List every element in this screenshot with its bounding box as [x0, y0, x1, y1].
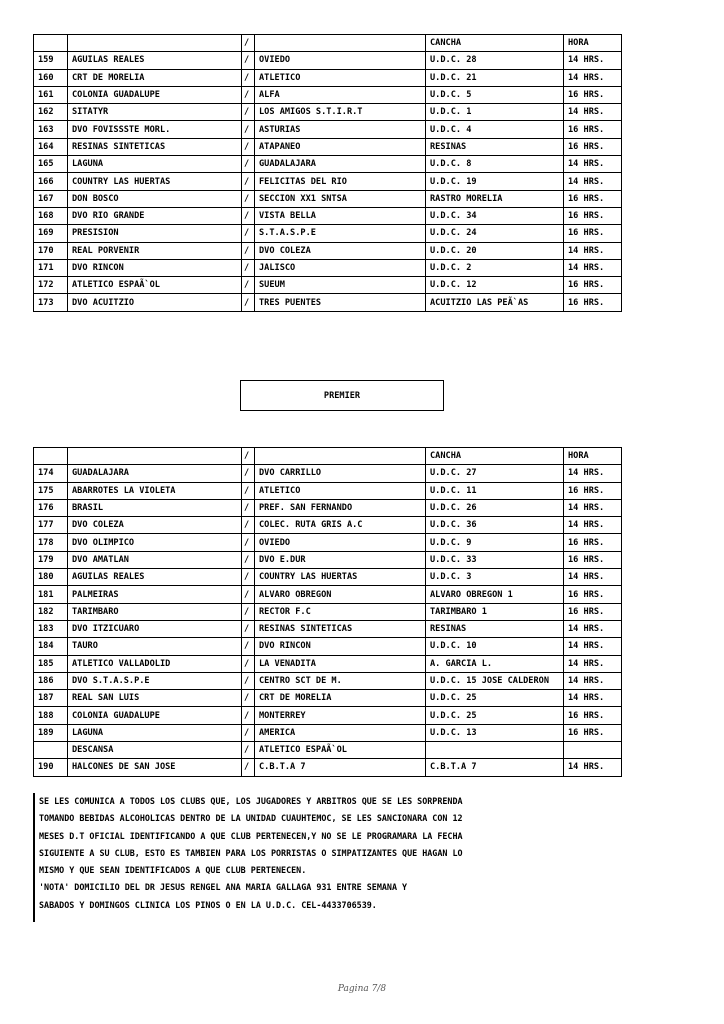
table-row	[34, 173, 622, 190]
match-number-cell: 184	[34, 638, 68, 655]
separator-cell: /	[242, 294, 255, 311]
field-cell	[426, 742, 564, 759]
time-cell	[564, 742, 622, 759]
home-team-cell: COLONIA GUADALUPE	[68, 707, 242, 724]
home-team-cell	[68, 35, 242, 52]
home-team-cell: PALMEIRAS	[68, 586, 242, 603]
home-team-cell: SITATYR	[68, 104, 242, 121]
table-row	[34, 534, 622, 551]
match-number-cell: 172	[34, 277, 68, 294]
match-number-cell: 190	[34, 759, 68, 776]
time-cell: 14 HRS.	[564, 672, 622, 689]
time-cell: 14 HRS.	[564, 638, 622, 655]
page-footer: Pagina 7/8	[337, 984, 387, 994]
match-number-cell: 188	[34, 707, 68, 724]
match-number-cell: 164	[34, 138, 68, 155]
table-row	[34, 156, 622, 173]
away-team-cell: DVO E.DUR	[255, 551, 426, 568]
field-cell: U.D.C. 34	[426, 207, 564, 224]
time-cell: 14 HRS.	[564, 259, 622, 276]
section-title-premier: PREMIER	[240, 380, 444, 411]
table-row	[34, 482, 622, 499]
table-row	[34, 294, 622, 311]
match-number-cell: 186	[34, 672, 68, 689]
notice-line: SABADOS Y DOMINGOS CLINICA LOS PINOS O EN LA U.D.C. CEL-4433706539.	[39, 899, 377, 910]
time-cell: 16 HRS.	[564, 225, 622, 242]
away-team-cell: ALFA	[255, 86, 426, 103]
table-row	[34, 86, 622, 103]
time-cell: 16 HRS.	[564, 207, 622, 224]
time-cell: 16 HRS.	[564, 724, 622, 741]
notice-line: TOMANDO BEBIDAS ALCOHOLICAS DENTRO DE LA UNIDAD CUAUHTEMOC, SE LES SANCIONARA CON 12	[39, 813, 463, 824]
time-cell: HORA	[564, 35, 622, 52]
separator-cell: /	[242, 569, 255, 586]
away-team-cell: OVIEDO	[255, 52, 426, 69]
away-team-cell: C.B.T.A 7	[255, 759, 426, 776]
field-cell: A. GARCIA L.	[426, 655, 564, 672]
table-row	[34, 672, 622, 689]
field-cell: U.D.C. 5	[426, 86, 564, 103]
match-number-cell	[34, 448, 68, 465]
table-row	[34, 638, 622, 655]
field-cell: U.D.C. 8	[426, 156, 564, 173]
table-row	[34, 551, 622, 568]
field-cell: CANCHA	[426, 35, 564, 52]
table-row	[34, 707, 622, 724]
field-cell: U.D.C. 24	[426, 225, 564, 242]
time-cell: 16 HRS.	[564, 277, 622, 294]
separator-cell: /	[242, 259, 255, 276]
time-cell: 16 HRS.	[564, 707, 622, 724]
match-number-cell: 174	[34, 465, 68, 482]
table-row	[34, 277, 622, 294]
table-row	[34, 517, 622, 534]
table-row	[34, 499, 622, 516]
field-cell: CANCHA	[426, 448, 564, 465]
separator-cell: /	[242, 225, 255, 242]
separator-cell: /	[242, 138, 255, 155]
home-team-cell: DVO COLEZA	[68, 517, 242, 534]
home-team-cell: DESCANSA	[68, 742, 242, 759]
away-team-cell: GUADALAJARA	[255, 156, 426, 173]
field-cell: RASTRO MORELIA	[426, 190, 564, 207]
time-cell: 16 HRS.	[564, 482, 622, 499]
home-team-cell: DVO RIO GRANDE	[68, 207, 242, 224]
match-number-cell: 162	[34, 104, 68, 121]
home-team-cell: DVO AMATLAN	[68, 551, 242, 568]
time-cell: 14 HRS.	[564, 759, 622, 776]
table-row	[34, 759, 622, 776]
match-number-cell: 177	[34, 517, 68, 534]
field-cell: U.D.C. 25	[426, 707, 564, 724]
time-cell: 14 HRS.	[564, 465, 622, 482]
match-number-cell: 161	[34, 86, 68, 103]
field-cell: U.D.C. 1	[426, 104, 564, 121]
away-team-cell: RECTOR F.C	[255, 603, 426, 620]
separator-cell: /	[242, 586, 255, 603]
home-team-cell: LAGUNA	[68, 156, 242, 173]
field-cell: U.D.C. 28	[426, 52, 564, 69]
away-team-cell: MONTERREY	[255, 707, 426, 724]
away-team-cell: SUEUM	[255, 277, 426, 294]
home-team-cell: AGUILAS REALES	[68, 569, 242, 586]
separator-cell: /	[242, 707, 255, 724]
separator-cell: /	[242, 277, 255, 294]
table-row	[34, 620, 622, 637]
home-team-cell: ABARROTES LA VIOLETA	[68, 482, 242, 499]
table-header-row	[34, 448, 622, 465]
separator-cell: /	[242, 534, 255, 551]
table-row	[34, 742, 622, 759]
notice-line: MESES D.T OFICIAL IDENTIFICANDO A QUE CLUB PERTENECEN,Y NO SE LE PROGRAMARA LA FECHA	[39, 830, 463, 841]
away-team-cell: DVO COLEZA	[255, 242, 426, 259]
time-cell: 14 HRS.	[564, 52, 622, 69]
table-row	[34, 724, 622, 741]
separator-cell: /	[242, 465, 255, 482]
away-team-cell: ALVARO OBREGON	[255, 586, 426, 603]
field-cell: U.D.C. 13	[426, 724, 564, 741]
field-cell: U.D.C. 15 JOSE CALDERON	[426, 672, 564, 689]
field-cell: U.D.C. 10	[426, 638, 564, 655]
time-cell: 16 HRS.	[564, 294, 622, 311]
notice-line: SE LES COMUNICA A TODOS LOS CLUBS QUE, LOS JUGADORES Y ARBITROS QUE SE LES SORPRENDA	[39, 796, 463, 806]
home-team-cell: DVO FOVISSSTE MORL.	[68, 121, 242, 138]
home-team-cell: RESINAS SINTETICAS	[68, 138, 242, 155]
separator-cell: /	[242, 499, 255, 516]
time-cell: 14 HRS.	[564, 690, 622, 707]
separator-cell: /	[242, 173, 255, 190]
home-team-cell: TARIMBARO	[68, 603, 242, 620]
home-team-cell: DVO S.T.A.S.P.E	[68, 672, 242, 689]
time-cell: 16 HRS.	[564, 190, 622, 207]
home-team-cell: AGUILAS REALES	[68, 52, 242, 69]
match-number-cell: 176	[34, 499, 68, 516]
time-cell: 14 HRS.	[564, 620, 622, 637]
away-team-cell: FELICITAS DEL RIO	[255, 173, 426, 190]
match-number-cell: 169	[34, 225, 68, 242]
away-team-cell: AMERICA	[255, 724, 426, 741]
separator-cell: /	[242, 759, 255, 776]
time-cell: 14 HRS.	[564, 517, 622, 534]
match-number-cell: 180	[34, 569, 68, 586]
home-team-cell: COLONIA GUADALUPE	[68, 86, 242, 103]
table-row	[34, 259, 622, 276]
table-row	[34, 655, 622, 672]
home-team-cell: DVO OLIMPICO	[68, 534, 242, 551]
field-cell: U.D.C. 12	[426, 277, 564, 294]
match-number-cell: 183	[34, 620, 68, 637]
away-team-cell: RESINAS SINTETICAS	[255, 620, 426, 637]
home-team-cell: REAL PORVENIR	[68, 242, 242, 259]
away-team-cell: CRT DE MORELIA	[255, 690, 426, 707]
table-row	[34, 465, 622, 482]
separator-cell: /	[242, 742, 255, 759]
separator-cell: /	[242, 448, 255, 465]
home-team-cell: GUADALAJARA	[68, 465, 242, 482]
home-team-cell: CRT DE MORELIA	[68, 69, 242, 86]
home-team-cell: DVO ACUITZIO	[68, 294, 242, 311]
separator-cell: /	[242, 551, 255, 568]
home-team-cell: DVO RINCON	[68, 259, 242, 276]
field-cell: U.D.C. 25	[426, 690, 564, 707]
table-row	[34, 52, 622, 69]
match-number-cell: 181	[34, 586, 68, 603]
match-number-cell: 166	[34, 173, 68, 190]
match-number-cell: 175	[34, 482, 68, 499]
match-number-cell: 179	[34, 551, 68, 568]
match-number-cell: 182	[34, 603, 68, 620]
home-team-cell: DVO ITZICUARO	[68, 620, 242, 637]
table-row	[34, 690, 622, 707]
table-row	[34, 207, 622, 224]
match-number-cell: 178	[34, 534, 68, 551]
table-row	[34, 242, 622, 259]
table-row	[34, 138, 622, 155]
field-cell: ACUITZIO LAS PEÃ`AS	[426, 294, 564, 311]
field-cell: U.D.C. 11	[426, 482, 564, 499]
away-team-cell: LA VENADITA	[255, 655, 426, 672]
time-cell: 14 HRS.	[564, 69, 622, 86]
away-team-cell: S.T.A.S.P.E	[255, 225, 426, 242]
away-team-cell: ATAPANEO	[255, 138, 426, 155]
time-cell: 16 HRS.	[564, 138, 622, 155]
field-cell: U.D.C. 4	[426, 121, 564, 138]
field-cell: U.D.C. 26	[426, 499, 564, 516]
notice-block	[33, 793, 559, 922]
time-cell: 16 HRS.	[564, 121, 622, 138]
away-team-cell: DVO RINCON	[255, 638, 426, 655]
field-cell: ALVARO OBREGON 1	[426, 586, 564, 603]
home-team-cell: TAURO	[68, 638, 242, 655]
home-team-cell: ATLETICO ESPAÃ`OL	[68, 277, 242, 294]
separator-cell: /	[242, 156, 255, 173]
match-number-cell: 159	[34, 52, 68, 69]
time-cell: 14 HRS.	[564, 173, 622, 190]
separator-cell: /	[242, 638, 255, 655]
separator-cell: /	[242, 190, 255, 207]
schedule-table-1-body	[34, 35, 622, 312]
away-team-cell: COLEC. RUTA GRIS A.C	[255, 517, 426, 534]
away-team-cell: PREF. SAN FERNANDO	[255, 499, 426, 516]
home-team-cell: COUNTRY LAS HUERTAS	[68, 173, 242, 190]
notice-line: 'NOTA' DOMICILIO DEL DR JESUS RENGEL ANA MARIA GALLAGA 931 ENTRE SEMANA Y	[39, 882, 408, 893]
match-number-cell: 165	[34, 156, 68, 173]
away-team-cell: COUNTRY LAS HUERTAS	[255, 569, 426, 586]
separator-cell: /	[242, 690, 255, 707]
field-cell: U.D.C. 9	[426, 534, 564, 551]
home-team-cell: BRASIL	[68, 499, 242, 516]
time-cell: 14 HRS.	[564, 499, 622, 516]
field-cell: U.D.C. 21	[426, 69, 564, 86]
separator-cell: /	[242, 672, 255, 689]
table-row	[34, 603, 622, 620]
away-team-cell: ASTURIAS	[255, 121, 426, 138]
separator-cell: /	[242, 482, 255, 499]
time-cell: 14 HRS.	[564, 242, 622, 259]
match-number-cell: 189	[34, 724, 68, 741]
home-team-cell: LAGUNA	[68, 724, 242, 741]
time-cell: HORA	[564, 448, 622, 465]
notice-line: MISMO Y QUE SEAN IDENTIFICADOS A QUE CLUB PERTENECEN.	[39, 865, 307, 876]
field-cell: U.D.C. 27	[426, 465, 564, 482]
field-cell: U.D.C. 3	[426, 569, 564, 586]
away-team-cell: VISTA BELLA	[255, 207, 426, 224]
field-cell: U.D.C. 33	[426, 551, 564, 568]
table-row	[34, 586, 622, 603]
match-number-cell: 185	[34, 655, 68, 672]
away-team-cell: ATLETICO	[255, 482, 426, 499]
home-team-cell: DON BOSCO	[68, 190, 242, 207]
field-cell: RESINAS	[426, 138, 564, 155]
match-number-cell: 187	[34, 690, 68, 707]
field-cell: TARIMBARO 1	[426, 603, 564, 620]
separator-cell: /	[242, 517, 255, 534]
field-cell: U.D.C. 20	[426, 242, 564, 259]
field-cell: RESINAS	[426, 620, 564, 637]
time-cell: 16 HRS.	[564, 86, 622, 103]
match-number-cell: 160	[34, 69, 68, 86]
match-number-cell: 168	[34, 207, 68, 224]
separator-cell: /	[242, 207, 255, 224]
schedule-table-2	[33, 447, 622, 777]
home-team-cell: REAL SAN LUIS	[68, 690, 242, 707]
separator-cell: /	[242, 52, 255, 69]
separator-cell: /	[242, 620, 255, 637]
time-cell: 16 HRS.	[564, 551, 622, 568]
time-cell: 14 HRS.	[564, 655, 622, 672]
home-team-cell: PRESISION	[68, 225, 242, 242]
separator-cell: /	[242, 104, 255, 121]
away-team-cell	[255, 448, 426, 465]
match-number-cell	[34, 35, 68, 52]
field-cell: U.D.C. 36	[426, 517, 564, 534]
table-row	[34, 69, 622, 86]
time-cell: 16 HRS.	[564, 603, 622, 620]
separator-cell: /	[242, 35, 255, 52]
table-row	[34, 190, 622, 207]
notice-line: SIGUIENTE A SU CLUB, ESTO ES TAMBIEN PARA LOS PORRISTAS O SIMPATIZANTES QUE HAGAN LO	[39, 847, 463, 858]
table-row	[34, 569, 622, 586]
match-number-cell: 170	[34, 242, 68, 259]
time-cell: 14 HRS.	[564, 156, 622, 173]
away-team-cell: OVIEDO	[255, 534, 426, 551]
field-cell: C.B.T.A 7	[426, 759, 564, 776]
field-cell: U.D.C. 2	[426, 259, 564, 276]
table-row	[34, 225, 622, 242]
away-team-cell: ATLETICO ESPAÃ`OL	[255, 742, 426, 759]
time-cell: 16 HRS.	[564, 534, 622, 551]
home-team-cell: HALCONES DE SAN JOSE	[68, 759, 242, 776]
match-number-cell: 173	[34, 294, 68, 311]
away-team-cell: LOS AMIGOS S.T.I.R.T	[255, 104, 426, 121]
away-team-cell: SECCION XX1 SNTSA	[255, 190, 426, 207]
schedule-table-2-body	[34, 448, 622, 777]
match-number-cell	[34, 742, 68, 759]
match-number-cell: 167	[34, 190, 68, 207]
time-cell: 16 HRS.	[564, 586, 622, 603]
match-number-cell: 163	[34, 121, 68, 138]
away-team-cell: ATLETICO	[255, 69, 426, 86]
table-row	[34, 104, 622, 121]
separator-cell: /	[242, 86, 255, 103]
away-team-cell	[255, 35, 426, 52]
separator-cell: /	[242, 603, 255, 620]
time-cell: 14 HRS.	[564, 104, 622, 121]
schedule-table-1	[33, 34, 622, 312]
field-cell: U.D.C. 19	[426, 173, 564, 190]
table-row	[34, 121, 622, 138]
home-team-cell	[68, 448, 242, 465]
time-cell: 14 HRS.	[564, 569, 622, 586]
away-team-cell: JALISCO	[255, 259, 426, 276]
separator-cell: /	[242, 242, 255, 259]
table-header-row	[34, 35, 622, 52]
separator-cell: /	[242, 724, 255, 741]
separator-cell: /	[242, 69, 255, 86]
match-number-cell: 171	[34, 259, 68, 276]
home-team-cell: ATLETICO VALLADOLID	[68, 655, 242, 672]
away-team-cell: DVO CARRILLO	[255, 465, 426, 482]
separator-cell: /	[242, 121, 255, 138]
separator-cell: /	[242, 655, 255, 672]
away-team-cell: TRES PUENTES	[255, 294, 426, 311]
away-team-cell: CENTRO SCT DE M.	[255, 672, 426, 689]
